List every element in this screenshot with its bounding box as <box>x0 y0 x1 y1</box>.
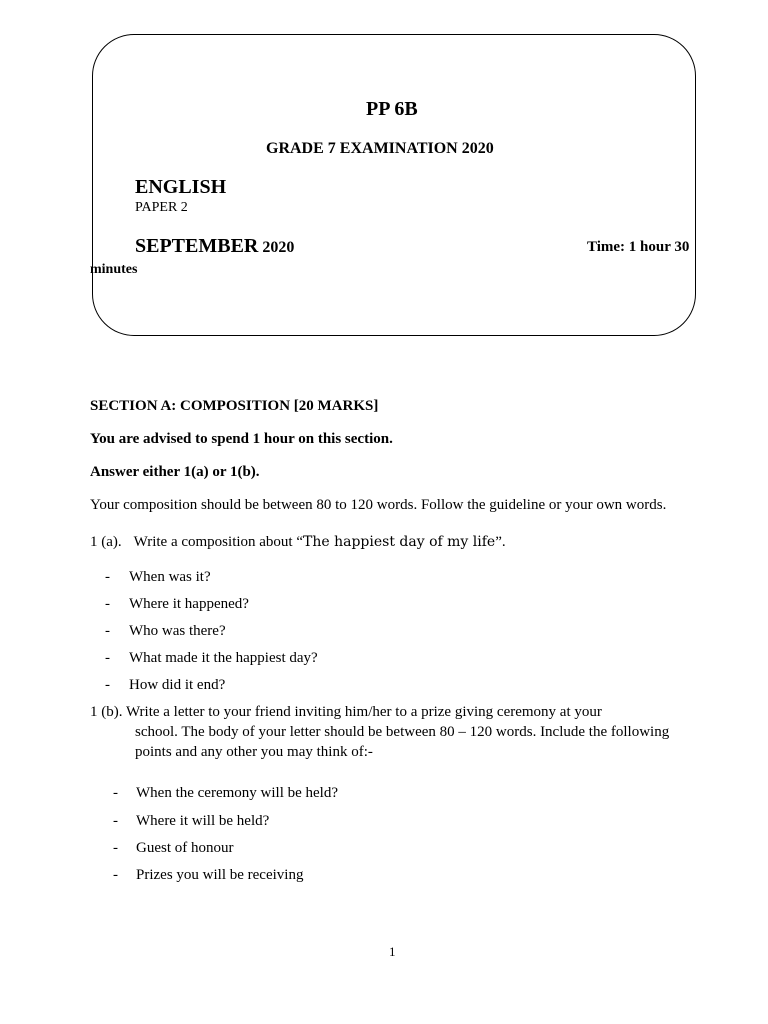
time-allowed-cont: minutes <box>90 262 138 277</box>
bullet: - <box>113 813 118 829</box>
list-item: What made it the happiest day? <box>129 650 318 666</box>
list-item: When the ceremony will be held? <box>136 785 339 801</box>
instruction: Your composition should be between 80 to 120 words. Follow the guideline or your own words. <box>90 497 667 513</box>
question-1a: 1 (a). Write a composition about “The happiest day of my life”. <box>90 534 506 550</box>
time-advice: You are advised to spend 1 hour on this section. <box>90 431 393 447</box>
list-item: Who was there? <box>129 623 226 639</box>
paper-code: PP 6B <box>366 98 418 120</box>
list-item: Where it will be held? <box>136 813 270 829</box>
list-item: Guest of honour <box>136 840 234 856</box>
answer-choice: Answer either 1(a) or 1(b). <box>90 464 260 480</box>
page-number: 1 <box>389 944 396 959</box>
exam-year: 2020 <box>262 239 295 256</box>
exam-title: GRADE 7 EXAMINATION 2020 <box>266 140 494 157</box>
bullet: - <box>105 569 110 585</box>
bullet: - <box>105 596 110 612</box>
list-item: When was it? <box>129 569 211 585</box>
bullet: - <box>105 623 110 639</box>
list-item: Prizes you will be receiving <box>136 867 304 883</box>
bullet: - <box>105 650 110 666</box>
question-1b-line1: 1 (b). Write a letter to your friend inviting him/her to a prize giving ceremony at your <box>90 704 602 720</box>
bullet: - <box>105 677 110 693</box>
subject-title: ENGLISH <box>135 176 227 198</box>
paper-number: PAPER 2 <box>135 200 188 215</box>
bullet: - <box>113 785 118 801</box>
time-allowed: Time: 1 hour 30 <box>587 239 690 255</box>
list-item: How did it end? <box>129 677 226 693</box>
question-1b-line3: points and any other you may think of:- <box>135 744 373 760</box>
bullet: - <box>113 840 118 856</box>
question-1a-topic: The happiest day of my life <box>303 534 496 550</box>
exam-month: SEPTEMBER <box>135 235 259 257</box>
section-title: SECTION A: COMPOSITION [20 MARKS] <box>90 398 379 414</box>
list-item: Where it happened? <box>129 596 249 612</box>
exam-date <box>135 235 294 258</box>
question-1b-line2: school. The body of your letter should be between 80 – 120 words. Include the following <box>135 724 670 740</box>
question-1a-label: 1 (a). <box>90 534 122 550</box>
question-1a-prompt: Write a composition about “ <box>133 534 304 550</box>
bullet: - <box>113 867 118 883</box>
